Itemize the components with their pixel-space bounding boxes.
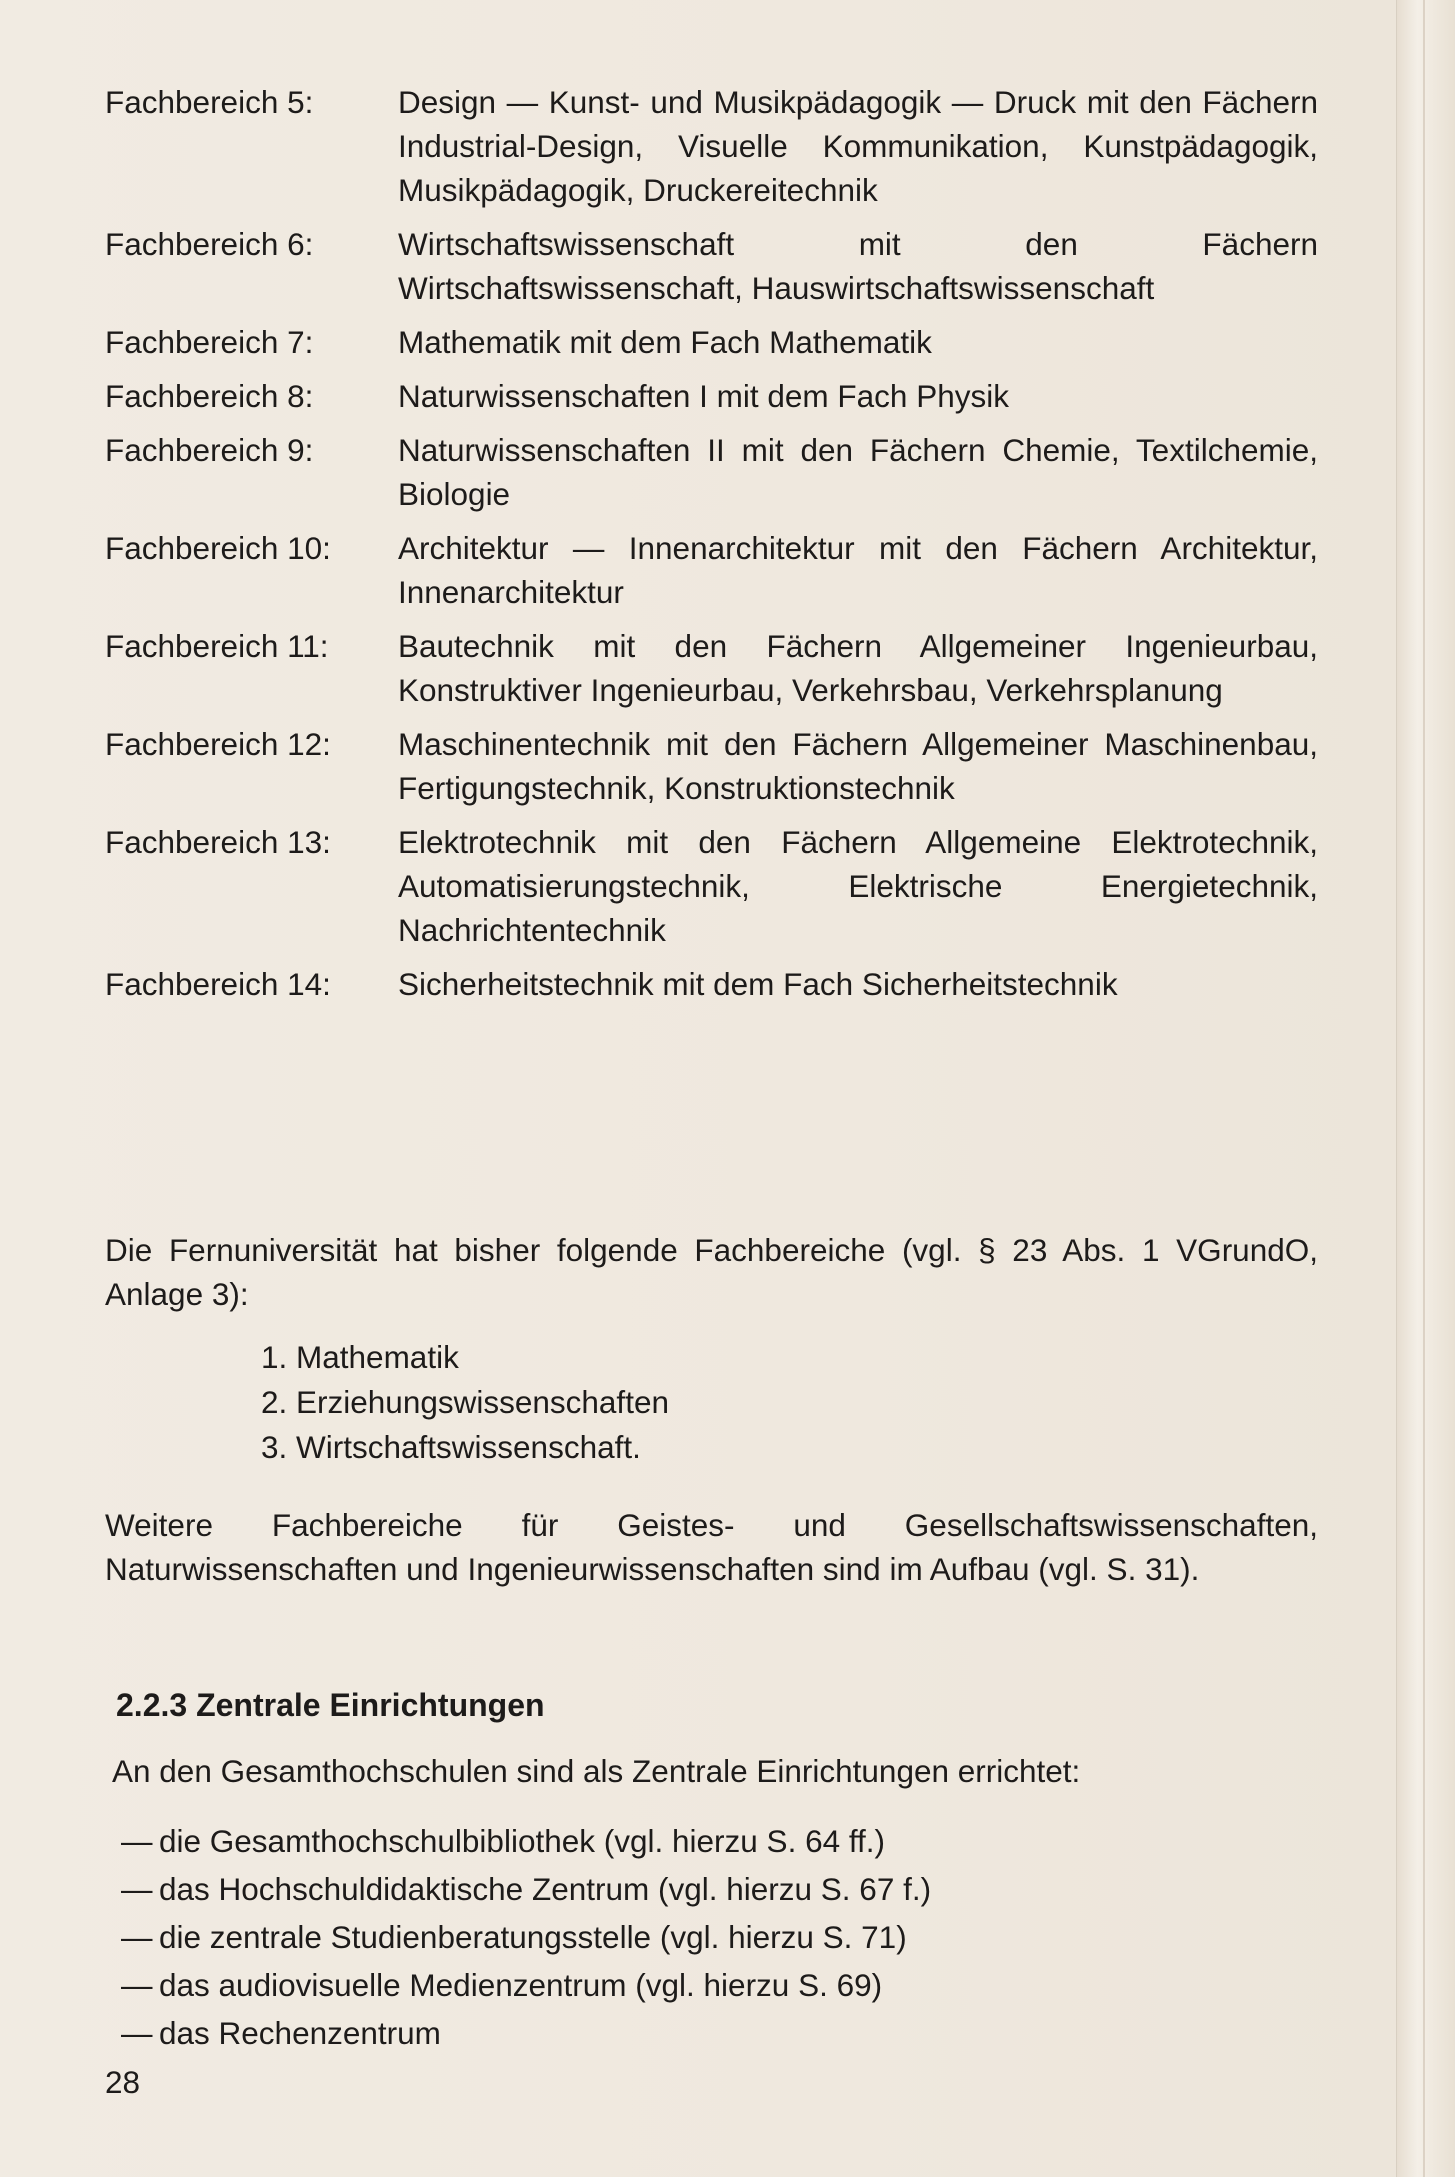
fachbereich-label: Fachbereich 13: bbox=[105, 824, 331, 860]
list-item: 1. Mathematik bbox=[261, 1339, 459, 1375]
fachbereich-item bbox=[105, 624, 1318, 712]
fachbereich-label: Fachbereich 9: bbox=[105, 432, 314, 468]
fachbereich-label: Fachbereich 6: bbox=[105, 226, 314, 262]
zentrale-einrichtungen-list bbox=[121, 1817, 931, 2057]
fachbereich-label: Fachbereich 8: bbox=[105, 378, 314, 414]
fachbereich-text: Bautechnik mit den Fächern Allgemeiner Ingenieurbau, Konstruktiver Ingenieurbau, Verkehrsbau, Verkehrsplanung bbox=[398, 628, 1318, 708]
fachbereich-text: Design — Kunst- und Musikpädagogik — Druck mit den Fächern Industrial-Design, Visuelle Kommunikation, Kunstpädagogik, Musikpädagogik, Druckereitechnik bbox=[398, 84, 1318, 208]
section-heading: 2.2.3 Zentrale Einrichtungen bbox=[116, 1687, 545, 1723]
fachbereich-label: Fachbereich 5: bbox=[105, 84, 314, 120]
weitere-fachbereiche-paragraph: Weitere Fachbereiche für Geistes- und Gesellschaftswissenschaften, Naturwissenschaften und Ingenieurwissenschaften sind im Aufbau (vgl. S. 31). bbox=[105, 1507, 1318, 1587]
fachbereich-text: Mathematik mit dem Fach Mathematik bbox=[398, 324, 932, 360]
list-item bbox=[121, 1961, 931, 2009]
fachbereich-item bbox=[105, 428, 1318, 516]
dash-bullet: — bbox=[121, 1871, 153, 1907]
fachbereich-item bbox=[105, 820, 1318, 952]
fachbereich-text: Wirtschaftswissenschaft mit den Fächern Wirtschaftswissenschaft, Hauswirtschaftswissenschaft bbox=[398, 226, 1318, 306]
fachbereich-text: Sicherheitstechnik mit dem Fach Sicherheitstechnik bbox=[398, 966, 1118, 1002]
fachbereich-item bbox=[105, 80, 1318, 212]
fachbereich-text: Maschinentechnik mit den Fächern Allgemeiner Maschinenbau, Fertigungstechnik, Konstruktionstechnik bbox=[398, 726, 1318, 806]
fachbereich-text: Naturwissenschaften I mit dem Fach Physik bbox=[398, 378, 1009, 414]
fachbereich-item bbox=[105, 722, 1318, 810]
dash-bullet: — bbox=[121, 1967, 153, 2003]
list-item-text: die Gesamthochschulbibliothek (vgl. hierzu S. 64 ff.) bbox=[159, 1823, 886, 1859]
list-item: 3. Wirtschaftswissenschaft. bbox=[261, 1429, 641, 1465]
page-gutter bbox=[1396, 0, 1455, 2177]
fachbereich-text: Architektur — Innenarchitektur mit den Fächern Architektur, Innenarchitektur bbox=[398, 530, 1318, 610]
list-item-text: das audiovisuelle Medienzentrum (vgl. hierzu S. 69) bbox=[159, 1967, 883, 2003]
fernuni-fachbereich-list bbox=[261, 1335, 669, 1470]
fachbereich-item bbox=[105, 962, 1318, 1006]
fachbereich-text: Elektrotechnik mit den Fächern Allgemeine Elektrotechnik, Automatisierungstechnik, Elektrische Energietechnik, Nachrichtentechnik bbox=[398, 824, 1318, 948]
list-item bbox=[121, 2009, 931, 2057]
fachbereich-label: Fachbereich 7: bbox=[105, 324, 314, 360]
fachbereich-label: Fachbereich 10: bbox=[105, 530, 331, 566]
fachbereich-item bbox=[105, 374, 1318, 418]
list-item bbox=[121, 1817, 931, 1865]
fachbereich-label: Fachbereich 11: bbox=[105, 628, 329, 664]
list-item bbox=[121, 1913, 931, 1961]
page-number: 28 bbox=[105, 2064, 141, 2100]
dash-bullet: — bbox=[121, 2015, 153, 2051]
dash-bullet: — bbox=[121, 1919, 153, 1955]
list-item-text: die zentrale Studienberatungsstelle (vgl. hierzu S. 71) bbox=[159, 1919, 907, 1955]
fachbereich-text: Naturwissenschaften II mit den Fächern Chemie, Textilchemie, Biologie bbox=[398, 432, 1318, 512]
fernuni-intro-paragraph: Die Fernuniversität hat bisher folgende Fachbereiche (vgl. § 23 Abs. 1 VGrundO, Anlage 3): bbox=[105, 1232, 1318, 1312]
fachbereich-label: Fachbereich 14: bbox=[105, 966, 331, 1002]
list-item-text: das Rechenzentrum bbox=[159, 2015, 441, 2051]
dash-bullet: — bbox=[121, 1823, 153, 1859]
list-item: 2. Erziehungswissenschaften bbox=[261, 1384, 669, 1420]
list-item-text: das Hochschuldidaktische Zentrum (vgl. hierzu S. 67 f.) bbox=[159, 1871, 932, 1907]
fachbereich-item bbox=[105, 526, 1318, 614]
fachbereich-item bbox=[105, 222, 1318, 310]
list-item bbox=[121, 1865, 931, 1913]
zentrale-intro-paragraph: An den Gesamthochschulen sind als Zentrale Einrichtungen errichtet: bbox=[112, 1753, 1081, 1789]
fachbereich-label: Fachbereich 12: bbox=[105, 726, 331, 762]
fachbereich-list bbox=[105, 80, 1318, 1016]
fachbereich-item bbox=[105, 320, 1318, 364]
